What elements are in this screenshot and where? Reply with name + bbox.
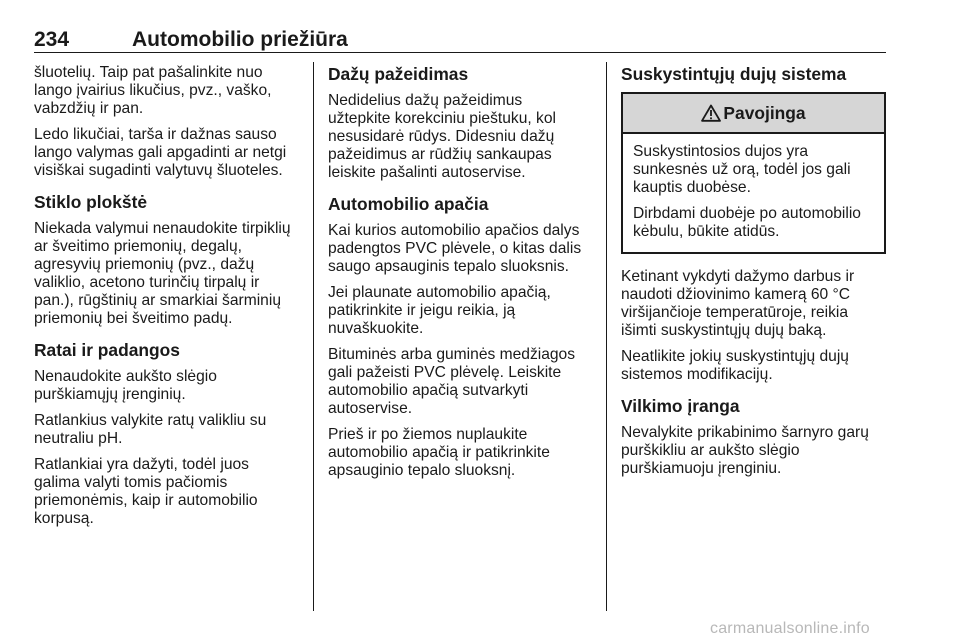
watermark: carmanualsonline.info — [710, 620, 870, 637]
column-divider — [606, 62, 607, 611]
paragraph: Ledo likučiai, tarša ir dažnas sauso lango valymas gali apgadinti ar netgi visiškai sugadinti valytuvų šluoteles. — [34, 126, 287, 179]
paragraph: Nedidelius dažų pažeidimus užtepkite korekciniu pieštuku, kol nesusidarė rūdys. Didesniu dažų pažeidimus ar rūdžių sankaupas leiskite pašalinti autoservise. — [328, 92, 556, 181]
warning-header — [623, 94, 884, 134]
column-middle — [328, 64, 600, 488]
paragraph: Dirbdami duobėje po automobilio kėbulu, būkite atidūs. — [633, 205, 861, 240]
section-heading-lpg: Suskystintųjų dujų sistema — [621, 64, 847, 84]
warning-body — [623, 134, 884, 252]
page-title: Automobilio priežiūra — [132, 28, 348, 51]
section-heading-paint: Dažų pažeidimas — [328, 64, 469, 84]
paragraph: Kai kurios automobilio apačios dalys padengtos PVC plėvele, o kitas dalis saugo apsauginis tepalo sluoksnis. — [328, 222, 582, 275]
paragraph: Bituminės arba guminės medžiagos gali pažeisti PVC plėvelę. Leiskite automobilio apačią sutvarkyti autoservise. — [328, 346, 576, 417]
section-heading-glass: Stiklo plokštė — [34, 192, 148, 212]
warning-triangle-icon — [701, 104, 721, 122]
section-heading-wheels: Ratai ir padangos — [34, 340, 180, 360]
warning-box — [621, 92, 886, 254]
paragraph: Ratlankius valykite ratų valikliu su neutraliu pH. — [34, 412, 267, 447]
section-heading-towing: Vilkimo įranga — [621, 396, 740, 416]
paragraph: Ketinant vykdyti dažymo darbus ir naudoti džiovinimo kamerą 60 °C viršijančioje temperatūroje, reikia išimti suskystintųjų dujų baką. — [621, 268, 855, 339]
page-number: 234 — [34, 28, 70, 51]
paragraph: Jei plaunate automobilio apačią, patikrinkite ir jeigu reikia, ją nuvaškuokite. — [328, 284, 551, 337]
paragraph: šluotelių. Taip pat pašalinkite nuo lango įvairius likučius, pvz., vaško, vabzdžių ir pan. — [34, 64, 272, 117]
paragraph: Niekada valymui nenaudokite tirpiklių ar šveitimo priemonių, degalų, agresyvių priemonių (pvz., dažų valiklio, acetono turinčių tirpalų ir pan.), rūgštinių ar smarkiai šarminių priemonių bei šveitimo padų. — [34, 220, 291, 327]
paragraph: Neatlikite jokių suskystintųjų dujų sistemos modifikacijų. — [621, 348, 849, 383]
page-header — [34, 28, 886, 52]
paragraph: Ratlankiai yra dažyti, todėl juos galima valyti tomis pačiomis priemonėmis, kaip ir automobilio korpusą. — [34, 456, 258, 527]
paragraph: Nenaudokite aukšto slėgio purškiamųjų įrenginių. — [34, 368, 217, 403]
paragraph: Suskystintosios dujos yra sunkesnės už orą, todėl jos gali kauptis duobėse. — [633, 143, 851, 196]
warning-title: Pavojinga — [723, 103, 806, 123]
paragraph: Prieš ir po žiemos nuplaukite automobilio apačią ir patikrinkite apsauginio tepalo sluoksnį. — [328, 426, 550, 479]
header-divider — [34, 52, 886, 53]
section-heading-underbody: Automobilio apačia — [328, 194, 489, 214]
column-left — [34, 64, 304, 536]
column-right — [621, 64, 886, 486]
column-divider — [313, 62, 314, 611]
paragraph: Nevalykite prikabinimo šarnyro garų purškikliu ar aukšto slėgio purškiamuoju įrenginiu. — [621, 424, 869, 477]
